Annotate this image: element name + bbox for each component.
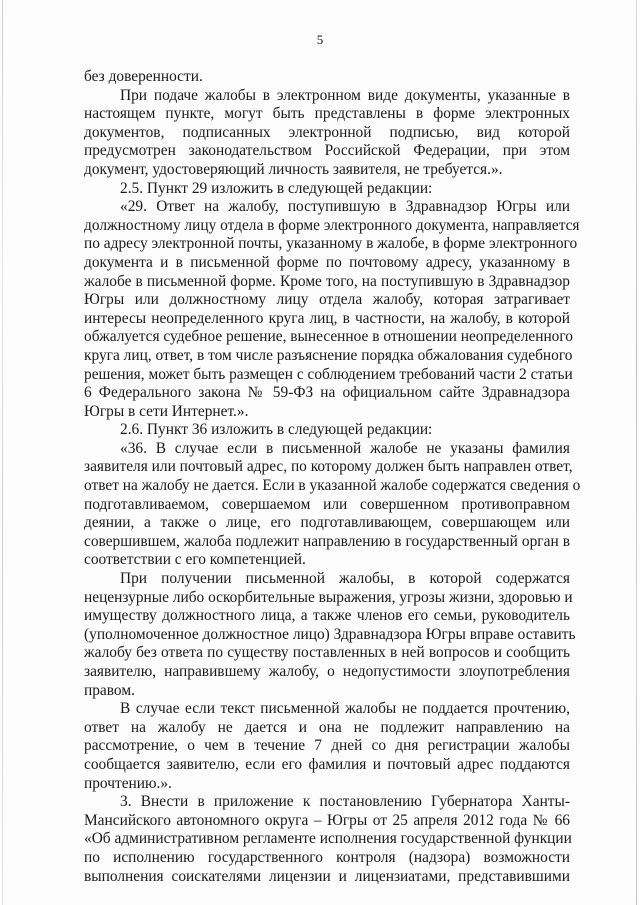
paragraph bbox=[84, 180, 570, 199]
text-line: сообщается заявителю, если его фамилия и почтовый адрес поддаются bbox=[84, 755, 570, 773]
text-line: При подаче жалобы в электронном виде документы, указанные в bbox=[120, 86, 570, 104]
text-line: интересы неопределенного круга лиц, в частности, на жалобу, в которой bbox=[84, 309, 570, 327]
page-number: 5 bbox=[316, 32, 324, 47]
text-line: нецензурные либо оскорбительные выражения, угрозы жизни, здоровью и bbox=[84, 588, 573, 606]
text-line: решения, может быть размещен с соблюдением требований части 2 статьи bbox=[84, 365, 573, 383]
paragraph bbox=[84, 570, 576, 700]
text-line: подготавливаемом, совершаемом или совершенном противоправном bbox=[84, 495, 570, 513]
paragraph bbox=[84, 198, 580, 421]
text-line: деянии, а также о лице, его подготавливающем, совершающем или bbox=[84, 514, 570, 532]
text-line: заявителю, направившему жалобу, о недопустимости злоупотребления bbox=[84, 663, 570, 680]
text-line: 2.5. Пункт 29 изложить в следующей редакции: bbox=[120, 179, 433, 197]
text-line: заявителя или почтовый адрес, по которому должен быть направлен ответ, bbox=[84, 458, 573, 476]
text-line: «36. В случае если в письменной жалобе не указаны фамилия bbox=[120, 439, 570, 457]
document-body bbox=[84, 68, 581, 886]
text-line: В случае если текст письменной жалобы не поддается прочтению, bbox=[120, 700, 570, 718]
paragraph bbox=[84, 421, 570, 440]
text-line: рассмотрение, о чем в течение 7 дней со дня регистрации жалобы bbox=[84, 737, 570, 755]
text-line: Югры или должностному лицу отдела жалобу, которая затрагивает bbox=[84, 291, 570, 309]
scan-edge-right bbox=[636, 0, 637, 905]
text-line: документ, удостоверяющий личность заявителя, не требуется.». bbox=[84, 160, 503, 178]
text-line: ответ на жалобу не дается и она не подлежит направлению на bbox=[84, 718, 570, 736]
text-line: должностному лицу отдела в форме электронного документа, направляется bbox=[84, 216, 580, 234]
paragraph bbox=[84, 700, 570, 793]
paragraph bbox=[84, 793, 570, 886]
text-line: круга лиц, ответ, в том числе разъяснение порядка обжалования судебного bbox=[84, 346, 573, 364]
text-line: по адресу электронной почты, указанному в жалобе, в форме электронного bbox=[84, 235, 578, 253]
text-line: настоящем пункте, могут быть представлены в форме электронных bbox=[84, 105, 570, 123]
text-line: по исполнению государственного контроля (надзора) возможности bbox=[84, 848, 570, 866]
text-line: ответ на жалобу не дается. Если в указанной жалобе содержатся сведения о bbox=[84, 477, 581, 495]
text-line: выполнения соискателями лицензии и лицензиатами, представившими bbox=[84, 867, 570, 885]
text-line: обжалуется судебное решение, вынесенное в отношении неопределенного bbox=[84, 328, 574, 346]
paragraph bbox=[84, 68, 570, 87]
text-line: «Об административном регламенте исполнения государственной функции bbox=[84, 830, 572, 848]
text-line: жалобу без ответа по существу поставленных в ней вопросов и сообщить bbox=[84, 644, 570, 662]
paragraph bbox=[84, 439, 581, 570]
text-line: (уполномоченное должностное лицо) Здравнадзора Югры вправе оставить bbox=[84, 625, 576, 643]
text-line: документов, подписанных электронной подписью, вид которой bbox=[84, 123, 570, 141]
scan-edge-left bbox=[2, 0, 3, 905]
text-line: жалобе в письменной форме. Кроме того, на поступившую в Здравнадзор bbox=[84, 272, 570, 290]
text-line: документа и в письменной форме по почтовому адресу, указанному в bbox=[84, 253, 570, 271]
text-line: соответствии с его компетенцией. bbox=[84, 551, 306, 569]
text-line: прочтению.». bbox=[84, 774, 172, 792]
text-line: «29. Ответ на жалобу, поступившую в Здравнадзор Югры или bbox=[120, 198, 570, 216]
text-line: 3. Внести в приложение к постановлению Губернатора Ханты- bbox=[120, 793, 570, 811]
text-line: 6 Федерального закона № 59-ФЗ на официальном сайте Здравнадзора bbox=[84, 384, 570, 402]
text-line: Югры в сети Интернет.». bbox=[84, 402, 249, 420]
paragraph bbox=[84, 87, 570, 180]
text-line: 2.6. Пункт 36 изложить в следующей редакции: bbox=[120, 421, 433, 439]
text-line: Мансийского автономного округа – Югры от 25 апреля 2012 года № 66 bbox=[84, 811, 570, 829]
text-line: правом. bbox=[84, 681, 135, 699]
text-line: предусмотрен законодательством Российской Федерации, при этом bbox=[84, 142, 570, 160]
text-line: без доверенности. bbox=[84, 68, 203, 85]
text-line: При получении письменной жалобы, в которой содержатся bbox=[120, 570, 570, 588]
text-line: совершившем, жалоба подлежит направлению в государственный орган в bbox=[84, 532, 570, 550]
text-line: имуществу должностного лица, а также членов его семьи, руководитель bbox=[84, 607, 570, 625]
